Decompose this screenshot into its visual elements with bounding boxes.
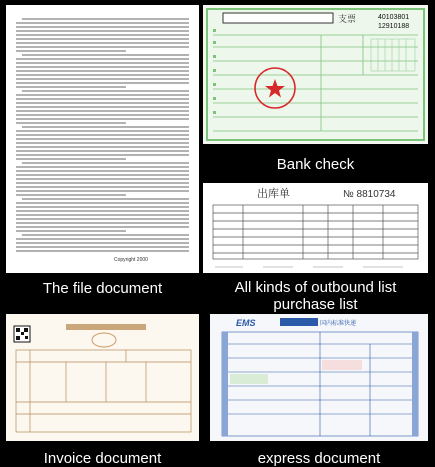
bank-check-image — [203, 5, 428, 144]
outbound-serial: № 8810734 — [343, 189, 396, 200]
caption-outbound-list — [203, 279, 428, 313]
ems-logo: EMS — [236, 318, 256, 328]
file-document-copyright: Copyright 2000 — [114, 257, 148, 263]
outbound-list-image — [203, 183, 428, 273]
caption-file-document: The file document — [42, 280, 163, 297]
caption-invoice-document: Invoice document — [43, 450, 162, 467]
caption-outbound-line-1: All kinds of outbound list — [234, 279, 397, 296]
express-document-image — [210, 314, 428, 441]
outbound-title: 出库单 — [257, 188, 290, 200]
file-document-image — [6, 5, 199, 273]
caption-outbound-line-2: purchase list — [273, 296, 358, 313]
express-header-text: 国内标准快递 — [320, 321, 357, 327]
qr-code-icon — [14, 326, 30, 342]
caption-bank-check: Bank check — [276, 156, 355, 173]
file-document-text-lines — [6, 5, 199, 273]
check-number-top: 40103801 — [378, 14, 410, 21]
invoice-document-image — [6, 314, 199, 441]
check-number-bottom: 12910188 — [378, 23, 410, 30]
caption-express-document: express document — [257, 450, 381, 467]
check-title: 支票 — [338, 14, 357, 24]
